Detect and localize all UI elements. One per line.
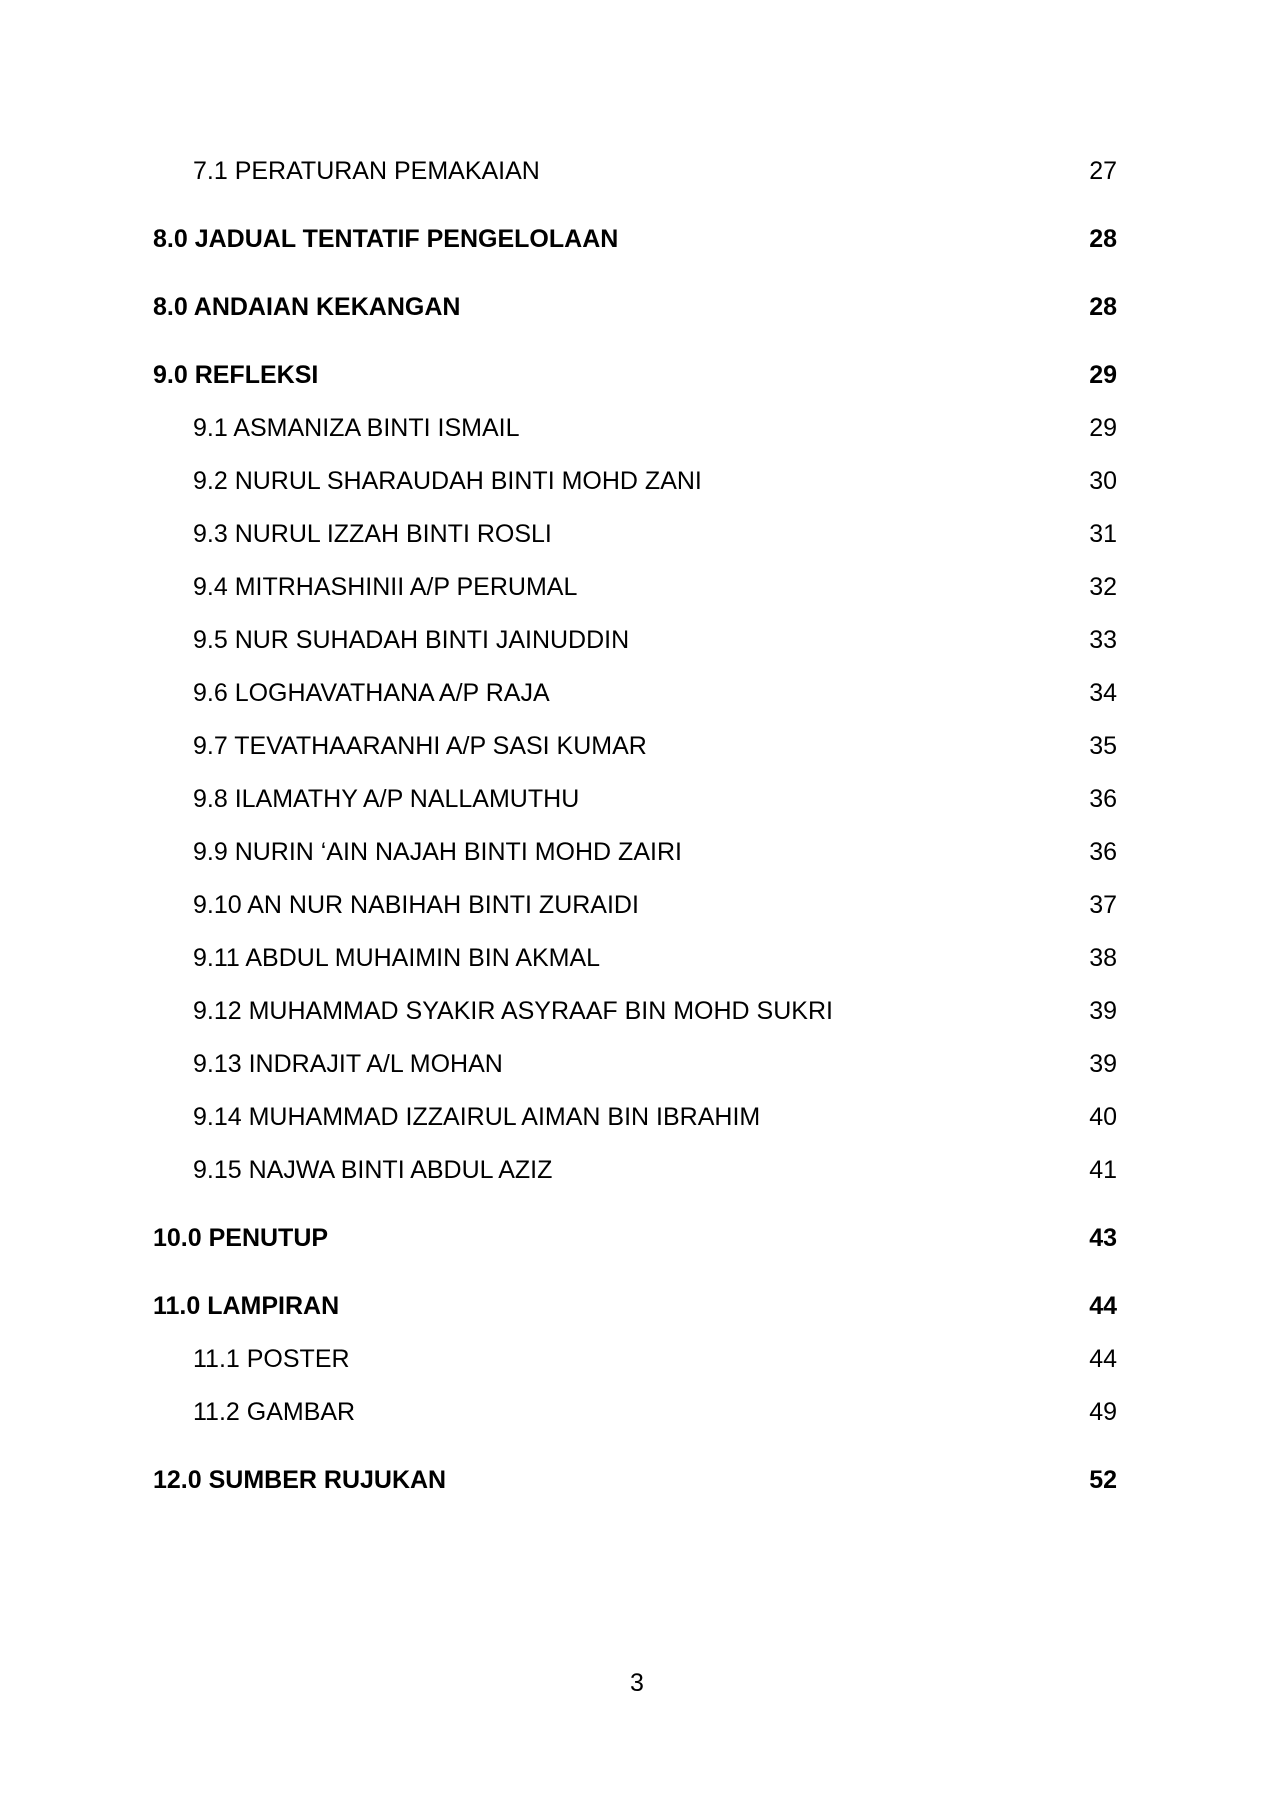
toc-entry-page-number: 35	[1089, 732, 1117, 760]
toc-entry-page-number: 36	[1089, 838, 1117, 866]
toc-entry	[153, 667, 1117, 720]
toc-entry-page-number: 39	[1089, 1050, 1117, 1078]
toc-entry	[153, 561, 1117, 614]
toc-entry-label: 11.0 LAMPIRAN	[153, 1292, 340, 1320]
toc-entry	[153, 1038, 1117, 1091]
toc-entry	[153, 826, 1117, 879]
toc-entry-label: 9.4 MITRHASHINII A/P PERUMAL	[193, 573, 578, 601]
toc-entry-label: 8.0 JADUAL TENTATIF PENGELOLAAN	[153, 225, 619, 253]
toc-entry-page-number: 52	[1089, 1466, 1117, 1494]
toc-entry	[153, 879, 1117, 932]
toc-entry-label: 11.2 GAMBAR	[193, 1398, 356, 1426]
toc-entry-label: 9.8 ILAMATHY A/P NALLAMUTHU	[193, 785, 580, 813]
toc-entry-label: 9.13 INDRAJIT A/L MOHAN	[193, 1050, 503, 1078]
toc-entry	[153, 281, 1117, 334]
toc-entry-page-number: 30	[1089, 467, 1117, 495]
toc-entry-page-number: 32	[1089, 573, 1117, 601]
toc-entry-page-number: 44	[1089, 1345, 1117, 1373]
toc-entry-label: 12.0 SUMBER RUJUKAN	[153, 1466, 447, 1494]
toc-entry-page-number: 36	[1089, 785, 1117, 813]
toc-entry	[153, 455, 1117, 508]
toc-entry	[153, 145, 1117, 198]
toc-entry	[153, 1280, 1117, 1333]
toc-entry-label: 11.1 POSTER	[193, 1345, 350, 1373]
toc-entry-page-number: 28	[1089, 225, 1117, 253]
toc-entry	[153, 1454, 1117, 1507]
toc-entry-label: 9.14 MUHAMMAD IZZAIRUL AIMAN BIN IBRAHIM	[193, 1103, 761, 1131]
toc-entry-page-number: 44	[1089, 1292, 1117, 1320]
toc-entry-page-number: 41	[1089, 1156, 1117, 1184]
toc-entry	[153, 402, 1117, 455]
toc-entry-label: 10.0 PENUTUP	[153, 1224, 329, 1252]
toc-entry	[153, 773, 1117, 826]
toc-entry-page-number: 29	[1089, 414, 1117, 442]
toc-entry	[153, 1212, 1117, 1265]
toc-entry	[153, 1333, 1117, 1386]
toc-entry-label: 9.1 ASMANIZA BINTI ISMAIL	[193, 414, 520, 442]
toc-entry-label: 7.1 PERATURAN PEMAKAIAN	[193, 157, 540, 185]
footer-page-number: 3	[630, 1669, 644, 1697]
toc-entry-label: 9.5 NUR SUHADAH BINTI JAINUDDIN	[193, 626, 630, 654]
toc-entry-page-number: 40	[1089, 1103, 1117, 1131]
toc-entry-label: 9.3 NURUL IZZAH BINTI ROSLI	[193, 520, 552, 548]
toc-entry-label: 9.0 REFLEKSI	[153, 361, 319, 389]
toc-entry-page-number: 31	[1089, 520, 1117, 548]
toc-entry	[153, 720, 1117, 773]
toc-entry-page-number: 34	[1089, 679, 1117, 707]
toc-entry-page-number: 38	[1089, 944, 1117, 972]
toc-entry-label: 9.11 ABDUL MUHAIMIN BIN AKMAL	[193, 944, 601, 972]
toc-entry-label: 9.15 NAJWA BINTI ABDUL AZIZ	[193, 1156, 553, 1184]
toc-entry-label: 9.10 AN NUR NABIHAH BINTI ZURAIDI	[193, 891, 639, 919]
toc-entry-page-number: 27	[1089, 157, 1117, 185]
toc-entry-page-number: 37	[1089, 891, 1117, 919]
toc-entry	[153, 349, 1117, 402]
toc-entry	[153, 1144, 1117, 1197]
toc-entry	[153, 508, 1117, 561]
toc-entry-label: 8.0 ANDAIAN KEKANGAN	[153, 293, 461, 321]
toc-entry-label: 9.7 TEVATHAARANHI A/P SASI KUMAR	[193, 732, 647, 760]
toc-list	[153, 145, 1117, 1507]
toc-entry-page-number: 43	[1089, 1224, 1117, 1252]
toc-entry	[153, 1386, 1117, 1439]
toc-entry	[153, 1091, 1117, 1144]
toc-entry-page-number: 49	[1089, 1398, 1117, 1426]
toc-entry	[153, 932, 1117, 985]
toc-entry	[153, 213, 1117, 266]
toc-entry-label: 9.12 MUHAMMAD SYAKIR ASYRAAF BIN MOHD SUKRI	[193, 997, 833, 1025]
toc-entry-page-number: 39	[1089, 997, 1117, 1025]
toc-entry-label: 9.2 NURUL SHARAUDAH BINTI MOHD ZANI	[193, 467, 702, 495]
toc-entry-page-number: 29	[1089, 361, 1117, 389]
toc-entry	[153, 614, 1117, 667]
toc-entry-page-number: 33	[1089, 626, 1117, 654]
toc-entry-label: 9.6 LOGHAVATHANA A/P RAJA	[193, 679, 550, 707]
toc-entry-page-number: 28	[1089, 293, 1117, 321]
toc-entry-label: 9.9 NURIN ‘AIN NAJAH BINTI MOHD ZAIRI	[193, 838, 682, 866]
toc-entry	[153, 985, 1117, 1038]
